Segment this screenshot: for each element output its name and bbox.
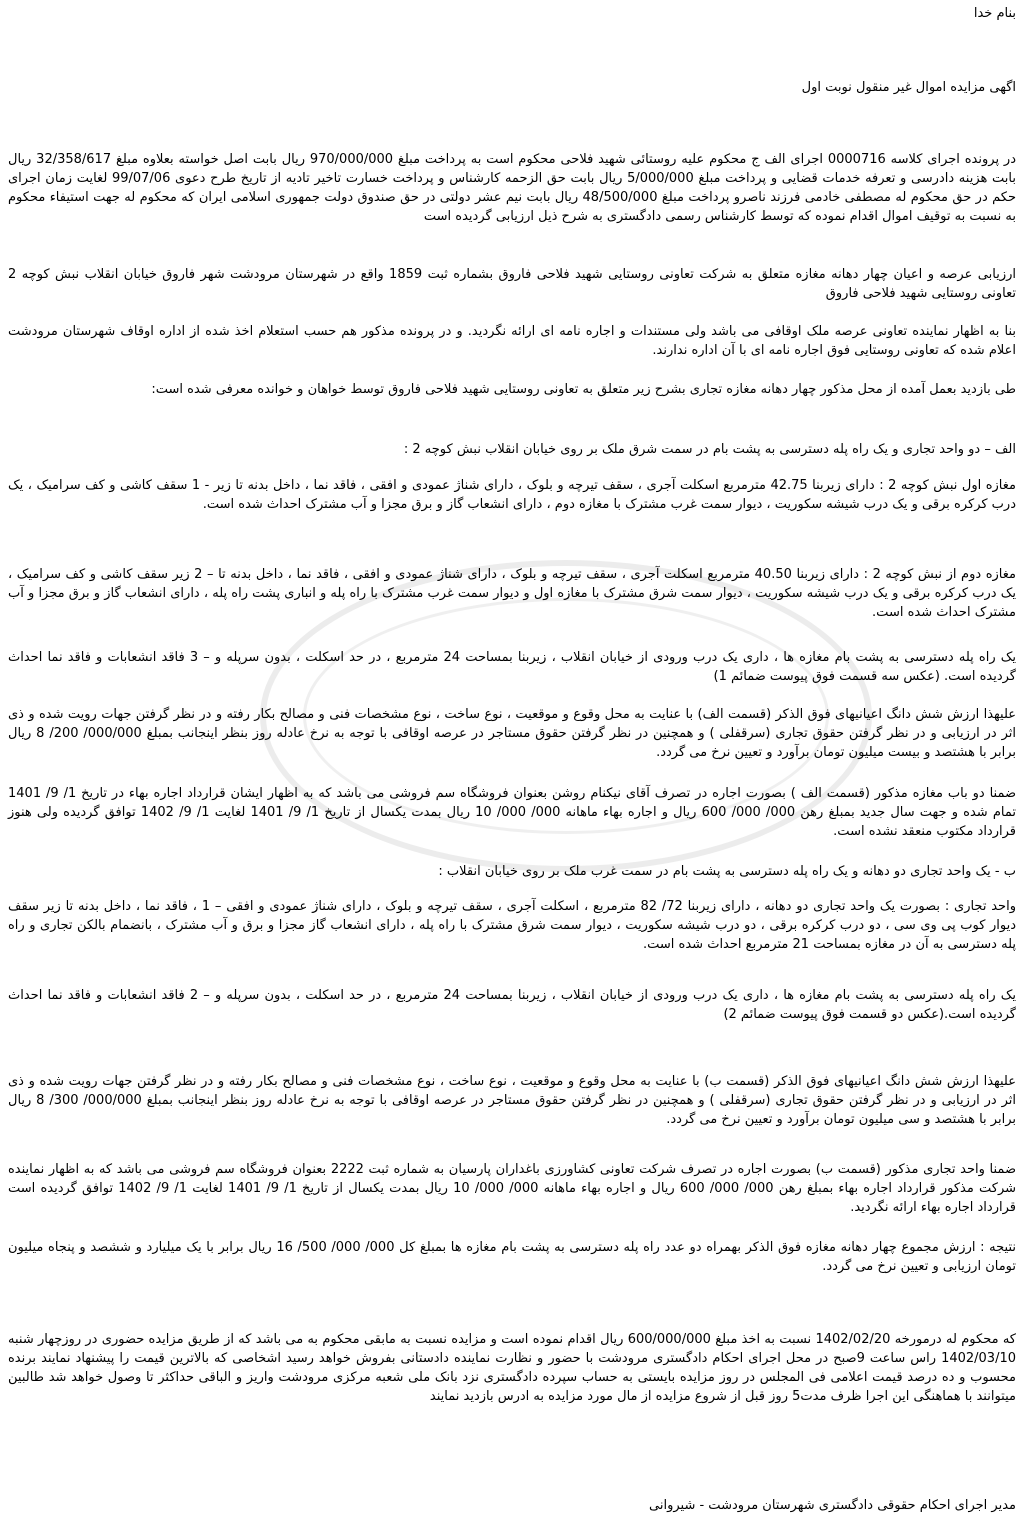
paragraph-valuation-scope: ارزیابی عرصه و اعیان چهار دهانه مغازه متعلق به شرکت تعاونی روستایی شهید فلاحی فاروق بشماره ثبت 1859 واقع در شهرستان مرودشت شهر فاروق خیابان انقلاب نبش کوچه 2 تعاونی روستایی شهید فلاحی فاروق (8, 267, 1016, 301)
section-a-heading: الف – دو واحد تجاری و یک راه پله دسترسی به پشت بام در سمت شرق ملک بر روی خیابان انقلاب نبش کوچه 2 : (403, 442, 1016, 457)
section-a-lease: ضمنا دو باب مغازه مذکور (قسمت الف ) بصورت اجاره در تصرف آقای نیکنام روشن بعنوان فروشگاه سم فروشی می باشد که به اظهار ایشان قرارداد اجاره بهاء در تاریخ 1/ 9/ 1401 تمام شده و جهت سال جدید بمبلغ رهن 000/ 000/ 600 ریال و اجاره بهاء ماهانه 000/ 000/ 10 ریال بمدت یکسال از تاریخ 1/ 9/ 1401 لغایت 1/ 9/ 1402 توافق گردیده ولی هنوز قرارداد مکتوب منعقد نشده است. (8, 786, 1017, 839)
section-b-valuation: علیهذا ارزش شش دانگ اعیانیهای فوق الذکر (قسمت ب) با عنایت به محل وقوع و موقعیت ، نوع ساخت ، نوع مشخصات فنی و مصالح بکار رفته و در نظر گرفتن جهات رویت شده و ذی اثر در ارزیابی و در نظر گرفتن حقوق تجاری (سرقفلی ) و همچنین در نظر گرفتن حقوق مستاجر در عرصه اوقافی با توجه به نرخ عادله روز بنظر اینجانب بمبلغ 000/000/ 300/ 8 ریال برابر با هشتصد و سی میلیون تومان برآورد و تعیین نرخ می گردد. (8, 1074, 1016, 1127)
section-b-lease: ضمنا واحد تجاری مذکور (قسمت ب) بصورت اجاره در تصرف شرکت تعاونی کشاورزی باغداران پارسیان به شماره ثبت 2222 بعنوان فروشگاه سم فروشی می باشد که به اظهار نماینده شرکت مذکور قرارداد اجاره بهاء بمبلغ رهن 000/ 000/ 600 ریال و اجاره بهاء ماهانه 000/ 000/ 10 ریال بمدت یکسال از تاریخ 1/ 9/ 1401 لغایت 1/ 9/ 1402 توافق گردیده است قرارداد اجاره بهاء ارائه نگردید. (8, 1162, 1017, 1215)
section-a-shop-1: مغازه اول نبش کوچه 2 : دارای زیربنا 42.75 مترمربع اسکلت آجری ، سقف تیرچه و بلوک ، دارای شناژ عمودی و افقی ، فاقد نما ، داخل بدنه تا زیر - 1 سقف کاشی و کف سرامیک ، یک درب کرکره برقی و یک درب شیشه سکوریت ، دیوار سمت غرب مشترک با مغازه دوم ، دارای انشعاب گاز و برق مجزا و آب مشترک احداث شده است. (8, 478, 1016, 512)
paragraph-auction-terms: که محکوم له درمورخه 1402/02/20 نسبت به اخذ مبلغ 600/000/000 ریال اقدام نموده است و مزایده نسبت به مابقی محکوم به می باشد که از طریق مزایده حضوری در روزچهار شنبه 1402/03/10 راس ساعت 9صبح در محل اجرای احکام دادگستری مرودشت با حضور و نظارت نماینده دادستانی بفروش خواهد رسید اشخاصی که بالاترین قیمت را پیشنهاد نمایند برنده محسوب و ده درصد قیمت اعلامی فی المجلس در روز مزایده بایستی به حساب سپرده دادگستری نزد بانک ملی شعبه مرکزی مرودشت واریز و الباقی حداکثر تا وصول خواهد شد طالبین میتوانند با هماهنگی این اجرا ظرف مدت5 روز قبل از شروع مزایده از مال مورد مزایده به ادرس بازدید نمایند (8, 1332, 1017, 1404)
section-a-shop-2: مغازه دوم از نبش کوچه 2 : دارای زیربنا 40.50 مترمربع اسکلت آجری ، سقف تیرچه و بلوک ، دارای شناژ عمودی و افقی ، فاقد نما ، داخل بدنه تا – 2 زیر سقف کاشی و کف سرامیک ، یک درب کرکره برقی و یک درب شیشه سکوریت ، دیوار سمت شرق مشترک با مغازه اول و دیوار سمت غرب مشترک با راه پله و انباری پشت راه پله ، دارای انشعاب گاز و برق مجزا و آب مشترک احداث شده است. (8, 567, 1016, 620)
section-b-staircase: یک راه پله دسترسی به پشت بام مغازه ها ، داری یک درب ورودی از خیابان انقلاب ، زیربنا بمساحت 24 مترمربع ، در حد اسکلت ، بدون سرپله و – 2 فاقد انشعابات و فاقد نما احداث گردیده است.(عکس دو قسمت فوق پیوست ضمائم 2) (8, 988, 1016, 1022)
paragraph-site-visit: طی بازدید بعمل آمده از محل مذکور چهار دهانه مغازه تجاری بشرح زیر متعلق به تعاونی روستایی شهید فلاحی فاروق توسط خواهان و خوانده معرفی شده است: (151, 382, 1016, 397)
section-b-heading: ب - یک واحد تجاری دو دهانه و یک راه پله دسترسی به پشت بام در سمت غرب ملک بر روی خیابان انقلاب : (438, 864, 1016, 879)
opening-line: بنام خدا (973, 6, 1016, 21)
section-a-valuation: علیهذا ارزش شش دانگ اعیانیهای فوق الذکر (قسمت الف) با عنایت به محل وقوع و موقعیت ، نوع ساخت ، نوع مشخصات فنی و مصالح بکار رفته و در نظر گرفتن جهات رویت شده و ذی اثر در ارزیابی و در نظر گرفتن حقوق تجاری (سرقفلی ) و همچنین در نظر گرفتن حقوق مستاجر در عرصه اوقافی با توجه به نرخ عادله روز بنظر اینجانب بمبلغ 000/000/ 200/ 8 ریال برابر با هشتصد و بیست میلیون تومان برآورد و تعیین نرخ می گردد. (8, 707, 1016, 760)
paragraph-conclusion: نتیجه : ارزش مجموع چهار دهانه مغازه فوق الذکر بهمراه دو عدد راه پله دسترسی به پشت بام مغازه ها بمبلغ کل 000/ 000/ 500/ 16 ریال برابر با یک میلیارد و ششصد و پنجاه میلیون تومان ارزیابی و تعیین نرخ می گردد. (8, 1240, 1017, 1274)
signature-line: مدیر اجرای احکام حقوقی دادگستری شهرستان مرودشت - شیروانی (649, 1498, 1016, 1513)
notice-title: اگهی مزایده اموال غیر منقول نوبت اول (801, 80, 1016, 95)
section-b-unit: واحد تجاری : بصورت یک واحد تجاری دو دهانه ، دارای زیربنا 72/ 82 مترمربع ، اسکلت آجری ، سقف تیرچه و بلوک ، دارای شناژ عمودی و افقی – 1 ، فاقد نما ، داخل بدنه تا زیر سقف دیوار کوب پی وی سی ، دو درب کرکره برقی ، دو درب شیشه سکوریت ، دیوار سمت شرق مشترک با راه پله ، دارای انشعاب گاز مجزا و برق و آب مشترک ، بانضمام بالکن تجاری و راه پله دسترسی به آن در مغازه بمساحت 21 مترمربع احداث شده است. (8, 899, 1016, 952)
section-a-staircase: یک راه پله دسترسی به پشت بام مغازه ها ، داری یک درب ورودی از خیابان انقلاب ، زیربنا بمساحت 24 مترمربع ، در حد اسکلت ، بدون سرپله و – 3 فاقد انشعابات و فاقد نما احداث گردیده است. (عکس سه قسمت فوق پیوست ضمائم 1) (8, 650, 1016, 684)
paragraph-case-intro: در پرونده اجرای کلاسه 0000716 اجرای الف ج محکوم علیه روستائی شهید فلاحی محکوم است به پرداخت مبلغ 970/000/000 ریال بابت اصل خواسته بعلاوه مبلغ 32/358/617 ریال بابت هزینه دادرسی و تعرفه خدمات قضایی و پرداخت مبلغ 5/000/000 ریال بابت حق الزحمه کارشناس و پرداخت خسارت تاخیر تادیه از تاریخ طرح دعوی 99/07/06 لغایت زمان اجرای حکم در حق محکوم له مصطفی خادمی فرزند ناصرو پرداخت مبلغ 48/500/000 ریال بابت نیم عشر دولتی در حق صندوق دولت جمهوری اسلامی ایران که محکوم له جهت استیفاء محکوم به نسبت به توقیف اموال اقدام نموده که توسط کارشناس رسمی دادگستری به شرح ذیل ارزیابی گردیده است (8, 152, 1016, 224)
paragraph-waqf-statement: بنا به اظهار نماینده تعاونی عرصه ملک اوقافی می باشد ولی مستندات و اجاره نامه ای ارائه نگردید. و در پرونده مذکور هم حسب استعلام اخذ شده از اداره اوقاف شهرستان مرودشت اعلام شده که تعاونی روستایی فوق اجاره نامه ای با آن اداره ندارند. (8, 324, 1016, 358)
